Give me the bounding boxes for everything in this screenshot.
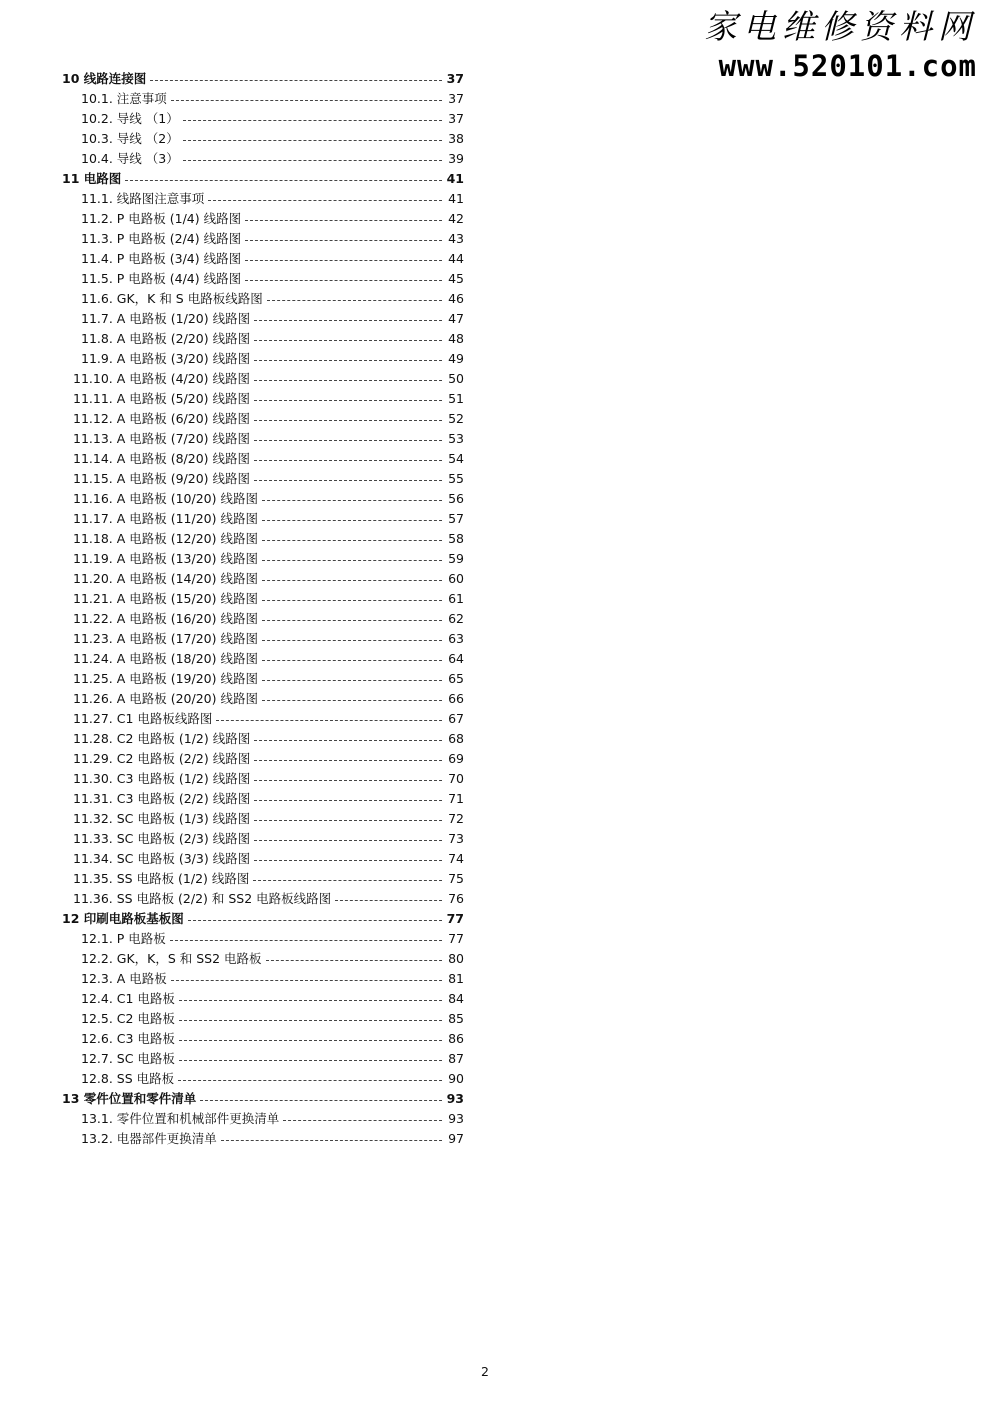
toc-section[interactable] xyxy=(62,168,464,188)
toc-leader-line xyxy=(283,1120,442,1121)
toc-leader-line xyxy=(245,260,442,261)
toc-entry-label: 11.13. A 电路板 (7/20) 线路图 xyxy=(73,431,251,446)
toc-entry-page: 66 xyxy=(448,690,464,706)
toc-entry-page: 58 xyxy=(448,530,464,546)
toc-leader-line xyxy=(171,100,442,101)
toc-entry[interactable] xyxy=(62,88,464,108)
toc-leader-line xyxy=(188,920,442,921)
toc-entry[interactable] xyxy=(62,888,464,908)
toc-leader-line xyxy=(170,940,442,941)
toc-entry-label: 13 零件位置和零件清单 xyxy=(62,1091,197,1106)
toc-leader-line xyxy=(150,80,442,81)
toc-entry-label: 11.6. GK，K 和 S 电路板线路图 xyxy=(81,291,263,306)
toc-leader-line xyxy=(262,600,442,601)
toc-entry-page: 70 xyxy=(448,770,464,786)
toc-entry-label: 11.35. SS 电路板 (1/2) 线路图 xyxy=(73,871,250,886)
toc-leader-line xyxy=(179,1020,442,1021)
toc-entry-label: 13.1. 零件位置和机械部件更换清单 xyxy=(81,1111,280,1126)
toc-entry-label: 12.8. SS 电路板 xyxy=(81,1071,175,1086)
toc-leader-line xyxy=(254,760,442,761)
toc-entry-page: 65 xyxy=(448,670,464,686)
toc-section[interactable] xyxy=(62,1088,464,1108)
toc-entry-label: 11.26. A 电路板 (20/20) 线路图 xyxy=(73,691,258,706)
toc-entry-page: 67 xyxy=(448,710,464,726)
toc-leader-line xyxy=(254,320,442,321)
toc-entry[interactable] xyxy=(62,148,464,168)
toc-entry-page: 49 xyxy=(448,350,464,366)
toc-entry[interactable] xyxy=(62,568,464,588)
toc-entry-page: 37 xyxy=(446,70,464,86)
toc-entry[interactable] xyxy=(62,708,464,728)
toc-entry-label: 11.7. A 电路板 (1/20) 线路图 xyxy=(81,311,251,326)
toc-entry-page: 63 xyxy=(448,630,464,646)
toc-entry-page: 48 xyxy=(448,330,464,346)
toc-entry-page: 77 xyxy=(448,930,464,946)
toc-leader-line xyxy=(262,540,442,541)
toc-entry-label: 11.24. A 电路板 (18/20) 线路图 xyxy=(73,651,258,666)
toc-entry[interactable] xyxy=(62,268,464,288)
toc-entry-label: 11.2. P 电路板 (1/4) 线路图 xyxy=(81,211,242,226)
toc-entry-page: 59 xyxy=(448,550,464,566)
toc-entry-page: 84 xyxy=(448,990,464,1006)
toc-entry-label: 12 印刷电路板基板图 xyxy=(62,911,184,926)
toc-entry[interactable] xyxy=(62,448,464,468)
toc-entry-page: 87 xyxy=(448,1050,464,1066)
toc-entry[interactable] xyxy=(62,1128,464,1148)
toc-entry[interactable] xyxy=(62,388,464,408)
toc-leader-line xyxy=(254,440,442,441)
toc-leader-line xyxy=(253,880,442,881)
toc-leader-line xyxy=(208,200,442,201)
toc-section[interactable] xyxy=(62,908,464,928)
page-number: 2 xyxy=(481,1364,489,1379)
toc-entry[interactable] xyxy=(62,588,464,608)
toc-entry-label: 11 电路图 xyxy=(62,171,122,186)
toc-entry-label: 10.4. 导线 （3） xyxy=(81,151,179,166)
watermark-url: www.520101.com xyxy=(718,49,977,83)
toc-leader-line xyxy=(200,1100,442,1101)
toc-entry[interactable] xyxy=(62,748,464,768)
toc-entry[interactable] xyxy=(62,348,464,368)
toc-entry-page: 90 xyxy=(448,1070,464,1086)
toc-leader-line xyxy=(262,620,442,621)
toc-entry-label: 10.3. 导线 （2） xyxy=(81,131,179,146)
toc-entry-page: 93 xyxy=(446,1090,464,1106)
toc-entry-label: 11.15. A 电路板 (9/20) 线路图 xyxy=(73,471,251,486)
watermark-title: 家电维修资料网 xyxy=(704,7,977,46)
toc-leader-line xyxy=(335,900,442,901)
toc-entry-page: 55 xyxy=(448,470,464,486)
toc-entry-label: 11.31. C3 电路板 (2/2) 线路图 xyxy=(73,791,251,806)
toc-entry[interactable] xyxy=(62,528,464,548)
toc-entry-page: 85 xyxy=(448,1010,464,1026)
toc-entry[interactable] xyxy=(62,288,464,308)
toc-leader-line xyxy=(262,680,442,681)
toc-leader-line xyxy=(254,740,442,741)
toc-entry[interactable] xyxy=(62,1068,464,1088)
toc-entry[interactable] xyxy=(62,488,464,508)
toc-entry-page: 81 xyxy=(448,970,464,986)
toc-leader-line xyxy=(254,780,442,781)
toc-entry-page: 43 xyxy=(448,230,464,246)
toc-entry-page: 69 xyxy=(448,750,464,766)
toc-entry-label: 11.12. A 电路板 (6/20) 线路图 xyxy=(73,411,251,426)
toc-entry-label: 11.22. A 电路板 (16/20) 线路图 xyxy=(73,611,258,626)
toc-entry-page: 38 xyxy=(448,130,464,146)
toc-entry[interactable] xyxy=(62,968,464,988)
toc-entry-label: 11.4. P 电路板 (3/4) 线路图 xyxy=(81,251,242,266)
toc-leader-line xyxy=(254,380,442,381)
toc-entry[interactable] xyxy=(62,728,464,748)
toc-leader-line xyxy=(254,360,442,361)
toc-entry-label: 11.20. A 电路板 (14/20) 线路图 xyxy=(73,571,258,586)
toc-leader-line xyxy=(125,180,442,181)
toc-leader-line xyxy=(262,560,442,561)
toc-entry[interactable] xyxy=(62,788,464,808)
toc-entry-label: 12.1. P 电路板 xyxy=(81,931,166,946)
toc-entry-page: 45 xyxy=(448,270,464,286)
toc-entry[interactable] xyxy=(62,948,464,968)
toc-leader-line xyxy=(245,280,442,281)
toc-leader-line xyxy=(183,160,442,161)
toc-entry-page: 74 xyxy=(448,850,464,866)
toc-entry-label: 10 线路连接图 xyxy=(62,71,147,86)
toc-section[interactable] xyxy=(62,68,464,88)
toc-entry[interactable] xyxy=(62,328,464,348)
toc-entry-page: 64 xyxy=(448,650,464,666)
toc-entry-page: 53 xyxy=(448,430,464,446)
toc-entry-page: 75 xyxy=(448,870,464,886)
toc-entry[interactable] xyxy=(62,1048,464,1068)
toc-entry-label: 10.1. 注意事项 xyxy=(81,91,167,106)
toc-entry-page: 97 xyxy=(448,1130,464,1146)
toc-entry-label: 11.25. A 电路板 (19/20) 线路图 xyxy=(73,671,258,686)
toc-entry[interactable] xyxy=(62,508,464,528)
toc-entry-page: 44 xyxy=(448,250,464,266)
toc-entry[interactable] xyxy=(62,868,464,888)
toc-entry[interactable] xyxy=(62,928,464,948)
toc-entry-label: 11.9. A 电路板 (3/20) 线路图 xyxy=(81,351,251,366)
toc-entry-page: 72 xyxy=(448,810,464,826)
toc-leader-line xyxy=(254,340,442,341)
toc-entry-page: 57 xyxy=(448,510,464,526)
toc-entry-page: 50 xyxy=(448,370,464,386)
toc-entry-page: 73 xyxy=(448,830,464,846)
toc-entry-page: 93 xyxy=(448,1110,464,1126)
toc-entry-page: 76 xyxy=(448,890,464,906)
toc-leader-line xyxy=(254,400,442,401)
toc-entry[interactable] xyxy=(62,188,464,208)
toc-leader-line xyxy=(254,840,442,841)
toc-leader-line xyxy=(183,120,442,121)
toc-entry-page: 52 xyxy=(448,410,464,426)
toc-entry-label: 11.29. C2 电路板 (2/2) 线路图 xyxy=(73,751,251,766)
toc-entry[interactable] xyxy=(62,308,464,328)
toc-entry-page: 37 xyxy=(448,90,464,106)
toc-entry[interactable] xyxy=(62,228,464,248)
toc-entry[interactable] xyxy=(62,1008,464,1028)
toc-entry-page: 86 xyxy=(448,1030,464,1046)
toc-leader-line xyxy=(216,720,442,721)
toc-leader-line xyxy=(245,220,442,221)
toc-entry[interactable] xyxy=(62,468,464,488)
toc-leader-line xyxy=(254,480,442,481)
toc-entry-label: 11.36. SS 电路板 (2/2) 和 SS2 电路板线路图 xyxy=(73,891,332,906)
toc-leader-line xyxy=(254,820,442,821)
toc-leader-line xyxy=(254,800,442,801)
toc-entry[interactable] xyxy=(62,1108,464,1128)
toc-entry[interactable] xyxy=(62,688,464,708)
toc-leader-line xyxy=(267,300,442,301)
toc-leader-line xyxy=(254,860,442,861)
toc-leader-line xyxy=(183,140,442,141)
toc-entry-page: 71 xyxy=(448,790,464,806)
toc-entry-label: 12.2. GK，K，S 和 SS2 电路板 xyxy=(81,951,262,966)
toc-entry-page: 80 xyxy=(448,950,464,966)
toc-entry[interactable] xyxy=(62,548,464,568)
toc-entry[interactable] xyxy=(62,368,464,388)
toc-leader-line xyxy=(179,1060,442,1061)
toc-leader-line xyxy=(245,240,442,241)
toc-entry-label: 11.11. A 电路板 (5/20) 线路图 xyxy=(73,391,251,406)
toc-entry-page: 46 xyxy=(448,290,464,306)
toc-entry-page: 37 xyxy=(448,110,464,126)
table-of-contents xyxy=(62,68,464,1148)
toc-entry-label: 11.10. A 电路板 (4/20) 线路图 xyxy=(73,371,251,386)
toc-entry-page: 39 xyxy=(448,150,464,166)
toc-entry-label: 11.30. C3 电路板 (1/2) 线路图 xyxy=(73,771,251,786)
toc-entry[interactable] xyxy=(62,408,464,428)
site-watermark xyxy=(657,8,977,82)
toc-entry-label: 12.5. C2 电路板 xyxy=(81,1011,175,1026)
toc-entry-page: 54 xyxy=(448,450,464,466)
toc-entry[interactable] xyxy=(62,108,464,128)
toc-entry[interactable] xyxy=(62,988,464,1008)
toc-entry-label: 12.7. SC 电路板 xyxy=(81,1051,175,1066)
toc-leader-line xyxy=(179,1000,442,1001)
toc-entry-label: 10.2. 导线 （1） xyxy=(81,111,179,126)
toc-entry-label: 11.23. A 电路板 (17/20) 线路图 xyxy=(73,631,258,646)
toc-leader-line xyxy=(262,500,442,501)
toc-entry[interactable] xyxy=(62,628,464,648)
toc-entry-page: 56 xyxy=(448,490,464,506)
toc-entry-label: 11.5. P 电路板 (4/4) 线路图 xyxy=(81,271,242,286)
toc-entry-label: 11.27. C1 电路板线路图 xyxy=(73,711,213,726)
toc-entry-label: 11.28. C2 电路板 (1/2) 线路图 xyxy=(73,731,251,746)
toc-entry-label: 11.16. A 电路板 (10/20) 线路图 xyxy=(73,491,258,506)
toc-entry[interactable] xyxy=(62,208,464,228)
toc-entry-label: 11.34. SC 电路板 (3/3) 线路图 xyxy=(73,851,251,866)
toc-entry-label: 11.8. A 电路板 (2/20) 线路图 xyxy=(81,331,251,346)
toc-entry-label: 11.17. A 电路板 (11/20) 线路图 xyxy=(73,511,258,526)
toc-leader-line xyxy=(254,420,442,421)
toc-leader-line xyxy=(254,460,442,461)
toc-leader-line xyxy=(262,520,442,521)
toc-leader-line xyxy=(262,580,442,581)
toc-entry-label: 11.19. A 电路板 (13/20) 线路图 xyxy=(73,551,258,566)
toc-entry-page: 51 xyxy=(448,390,464,406)
toc-entry-page: 41 xyxy=(448,190,464,206)
toc-entry[interactable] xyxy=(62,128,464,148)
toc-leader-line xyxy=(178,1080,442,1081)
toc-entry-label: 11.14. A 电路板 (8/20) 线路图 xyxy=(73,451,251,466)
toc-entry-label: 11.18. A 电路板 (12/20) 线路图 xyxy=(73,531,258,546)
toc-entry-label: 12.4. C1 电路板 xyxy=(81,991,175,1006)
toc-entry-page: 77 xyxy=(446,910,464,926)
toc-leader-line xyxy=(179,1040,442,1041)
toc-entry-label: 12.3. A 电路板 xyxy=(81,971,167,986)
toc-leader-line xyxy=(262,700,442,701)
toc-entry[interactable] xyxy=(62,848,464,868)
toc-entry-page: 41 xyxy=(446,170,464,186)
toc-entry[interactable] xyxy=(62,1028,464,1048)
toc-entry-page: 42 xyxy=(448,210,464,226)
toc-leader-line xyxy=(262,660,442,661)
toc-entry-label: 11.3. P 电路板 (2/4) 线路图 xyxy=(81,231,242,246)
toc-entry-label: 11.21. A 电路板 (15/20) 线路图 xyxy=(73,591,258,606)
toc-entry[interactable] xyxy=(62,248,464,268)
toc-leader-line xyxy=(262,640,442,641)
toc-entry[interactable] xyxy=(62,668,464,688)
toc-entry-label: 13.2. 电器部件更换清单 xyxy=(81,1131,217,1146)
toc-entry-page: 47 xyxy=(448,310,464,326)
toc-leader-line xyxy=(266,960,442,961)
toc-entry-label: 11.32. SC 电路板 (1/3) 线路图 xyxy=(73,811,251,826)
toc-entry-page: 68 xyxy=(448,730,464,746)
toc-leader-line xyxy=(171,980,442,981)
toc-entry-label: 11.1. 线路图注意事项 xyxy=(81,191,205,206)
toc-leader-line xyxy=(221,1140,442,1141)
toc-entry[interactable] xyxy=(62,608,464,628)
toc-entry[interactable] xyxy=(62,428,464,448)
toc-entry-page: 61 xyxy=(448,590,464,606)
toc-entry-label: 12.6. C3 电路板 xyxy=(81,1031,175,1046)
toc-entry[interactable] xyxy=(62,768,464,788)
toc-entry[interactable] xyxy=(62,648,464,668)
toc-entry-label: 11.33. SC 电路板 (2/3) 线路图 xyxy=(73,831,251,846)
toc-entry[interactable] xyxy=(62,808,464,828)
toc-entry-page: 60 xyxy=(448,570,464,586)
toc-entry-page: 62 xyxy=(448,610,464,626)
toc-entry[interactable] xyxy=(62,828,464,848)
